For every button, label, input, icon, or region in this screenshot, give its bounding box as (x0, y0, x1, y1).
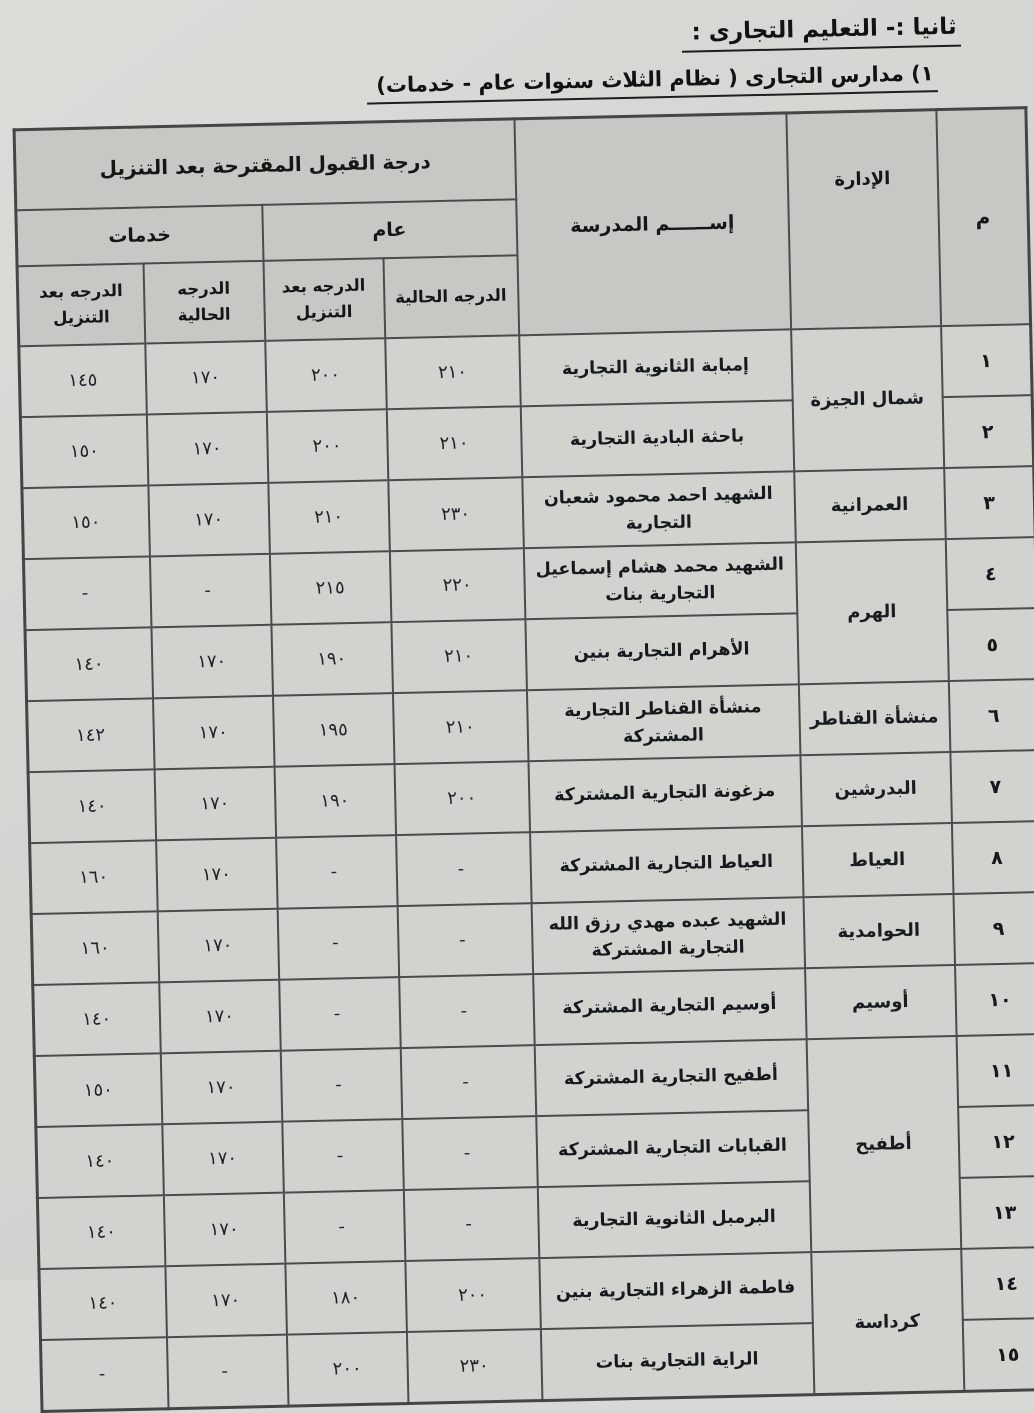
services-current-grade-cell: ١٧٠ (163, 1193, 285, 1267)
row-number-cell: ١١ (956, 1034, 1034, 1107)
general-after-grade-cell: - (280, 1048, 402, 1122)
section-heading: ثانيا :- التعليم التجارى : (681, 14, 961, 53)
row-number-cell: ١ (941, 324, 1033, 397)
school-name-cell: البرمبل الثانوية التجارية (537, 1181, 810, 1258)
school-name-cell: باحثة البادية التجارية (520, 400, 793, 477)
services-after-grade-cell: ١٥٠ (22, 485, 150, 559)
administration-cell: أوسيم (805, 965, 957, 1039)
school-name-cell: الشهيد احمد محمود شعبان التجارية (522, 471, 795, 548)
services-after-grade-cell: ١٤٠ (39, 1266, 167, 1340)
general-after-grade-cell: - (279, 977, 401, 1051)
general-after-grade-cell: ١٩٥ (272, 693, 394, 767)
subsection-heading: ١) مدارس التجارى ( نظام الثلاث سنوات عام - خدمات) (366, 61, 938, 104)
administration-cell: الحوامدية (803, 894, 955, 968)
services-current-grade-cell: ١٧٠ (146, 412, 268, 486)
services-current-grade-cell: ١٧٠ (156, 838, 278, 912)
general-current-grade-cell: ٢٠٠ (405, 1258, 541, 1332)
row-number-cell: ١٢ (958, 1105, 1034, 1178)
header-administration: الإدارة (786, 110, 941, 330)
school-name-cell: إمبابة الثانوية التجارية (519, 329, 792, 406)
school-name-cell: مزغونة التجارية المشتركة (528, 755, 801, 832)
general-after-grade-cell: ١٩٠ (271, 622, 393, 696)
general-after-grade-cell: ١٩٠ (274, 764, 396, 838)
general-after-grade-cell: - (283, 1190, 405, 1264)
row-number-cell: ٩ (953, 892, 1034, 965)
row-number-cell: ١٥ (962, 1318, 1034, 1391)
general-after-grade-cell: ٢٠٠ (286, 1332, 408, 1406)
school-name-cell: فاطمة الزهراء التجارية بنين (539, 1252, 812, 1329)
school-name-cell: القبابات التجارية المشتركة (536, 1110, 809, 1187)
row-number-cell: ١٤ (961, 1247, 1034, 1320)
subsection-heading-row (2, 61, 938, 112)
school-name-cell: أطفيح التجارية المشتركة (534, 1039, 807, 1116)
general-current-grade-cell: ٢٢٠ (389, 548, 525, 622)
header-general-group: عام (262, 199, 517, 261)
row-number-cell: ٤ (945, 537, 1034, 610)
administration-cell: شمال الجيزة (791, 326, 944, 471)
administration-cell: منشأة القناطر (798, 681, 950, 755)
general-current-grade-cell: - (400, 1045, 536, 1119)
services-after-grade-cell: ١٥٠ (20, 414, 148, 488)
general-current-grade-cell: - (397, 903, 533, 977)
services-after-grade-cell: - (40, 1337, 168, 1411)
school-name-cell: الأهرام التجارية بنين (525, 613, 798, 690)
row-number-cell: ٥ (947, 608, 1034, 681)
administration-cell: أطفيح (806, 1036, 961, 1252)
services-after-grade-cell: ١٥٠ (34, 1053, 162, 1127)
services-after-grade-cell: - (23, 556, 151, 630)
services-after-grade-cell: ١٤٠ (37, 1195, 165, 1269)
administration-cell: كرداسة (811, 1249, 964, 1395)
header-serial: م (936, 108, 1031, 326)
school-name-cell: أوسيم التجارية المشتركة (533, 968, 806, 1045)
header-general-after: الدرجه بعد التنزيل (263, 258, 385, 341)
table-header (14, 108, 1031, 347)
school-name-cell: العياط التجارية المشتركة (530, 826, 803, 903)
services-current-grade-cell: - (166, 1335, 288, 1409)
services-current-grade-cell: ١٧٠ (148, 483, 270, 557)
section-heading-row (1, 14, 961, 68)
services-current-grade-cell: ١٧٠ (151, 625, 273, 699)
school-name-cell: الشهيد عبده مهدي رزق الله التجارية المشتركة (531, 897, 804, 974)
row-number-cell: ٧ (950, 750, 1034, 823)
general-current-grade-cell: ٢٣٠ (388, 477, 524, 551)
header-services-current: الدرجه الحالية (143, 261, 265, 344)
header-services-after: الدرجه بعد التنزيل (17, 263, 145, 346)
services-current-grade-cell: ١٧٠ (145, 341, 267, 415)
general-after-grade-cell: ٢١٠ (268, 480, 390, 554)
administration-cell: البدرشين (800, 752, 952, 826)
header-general-current: الدرجه الحالية (383, 255, 519, 338)
row-number-cell: ٦ (948, 679, 1034, 752)
school-name-cell: الراية التجارية بنات (540, 1323, 813, 1400)
services-current-grade-cell: ١٧٠ (157, 909, 279, 983)
row-number-cell: ٨ (951, 821, 1034, 894)
header-grade-group: درجة القبول المقترحة بعد التنزيل (14, 119, 516, 210)
services-after-grade-cell: ١٤٢ (27, 698, 155, 772)
header-services-group: خدمات (16, 205, 263, 266)
school-name-cell: الشهيد محمد هشام إسماعيل التجارية بنات (523, 542, 796, 619)
table-body (19, 324, 1034, 1411)
general-after-grade-cell: ٢٠٠ (266, 409, 388, 483)
general-current-grade-cell: ٢١٠ (385, 335, 521, 409)
services-after-grade-cell: ١٤٠ (33, 982, 161, 1056)
general-current-grade-cell: ٢١٠ (386, 406, 522, 480)
row-number-cell: ٣ (944, 466, 1034, 539)
services-current-grade-cell: ١٧٠ (154, 767, 276, 841)
services-after-grade-cell: ١٤٠ (36, 1124, 164, 1198)
row-number-cell: ١٣ (959, 1176, 1034, 1249)
services-after-grade-cell: ١٦٠ (31, 911, 159, 985)
general-after-grade-cell: - (282, 1119, 404, 1193)
general-current-grade-cell: ٢١٠ (392, 690, 528, 764)
services-current-grade-cell: ١٧٠ (153, 696, 275, 770)
services-after-grade-cell: ١٤٥ (19, 343, 147, 417)
general-current-grade-cell: ٢١٠ (391, 619, 527, 693)
row-number-cell: ٢ (942, 395, 1034, 468)
services-current-grade-cell: ١٧٠ (159, 980, 281, 1054)
services-current-grade-cell: - (149, 554, 271, 628)
grades-table (13, 106, 1034, 1413)
general-after-grade-cell: ٢١٥ (269, 551, 391, 625)
general-after-grade-cell: ١٨٠ (285, 1261, 407, 1335)
general-current-grade-cell: - (399, 974, 535, 1048)
services-current-grade-cell: ١٧٠ (160, 1051, 282, 1125)
services-after-grade-cell: ١٦٠ (30, 840, 158, 914)
general-current-grade-cell: - (396, 832, 532, 906)
administration-cell: العياط (801, 823, 953, 897)
general-current-grade-cell: - (402, 1116, 538, 1190)
services-current-grade-cell: ١٧٠ (165, 1264, 287, 1338)
general-after-grade-cell: - (277, 906, 399, 980)
general-after-grade-cell: ٢٠٠ (265, 338, 387, 412)
general-current-grade-cell: ٢٠٠ (394, 761, 530, 835)
services-after-grade-cell: ١٤٠ (25, 627, 153, 701)
header-school-name: إســــــم المدرسة (514, 113, 791, 335)
general-current-grade-cell: - (403, 1187, 539, 1261)
administration-cell: الهرم (795, 539, 948, 684)
administration-cell: العمرانية (794, 468, 946, 542)
school-name-cell: منشأة القناطر التجارية المشتركة (526, 684, 799, 761)
general-after-grade-cell: - (276, 835, 398, 909)
services-after-grade-cell: ١٤٠ (28, 769, 156, 843)
row-number-cell: ١٠ (955, 963, 1034, 1036)
services-current-grade-cell: ١٧٠ (162, 1122, 284, 1196)
general-current-grade-cell: ٢٣٠ (406, 1329, 542, 1403)
